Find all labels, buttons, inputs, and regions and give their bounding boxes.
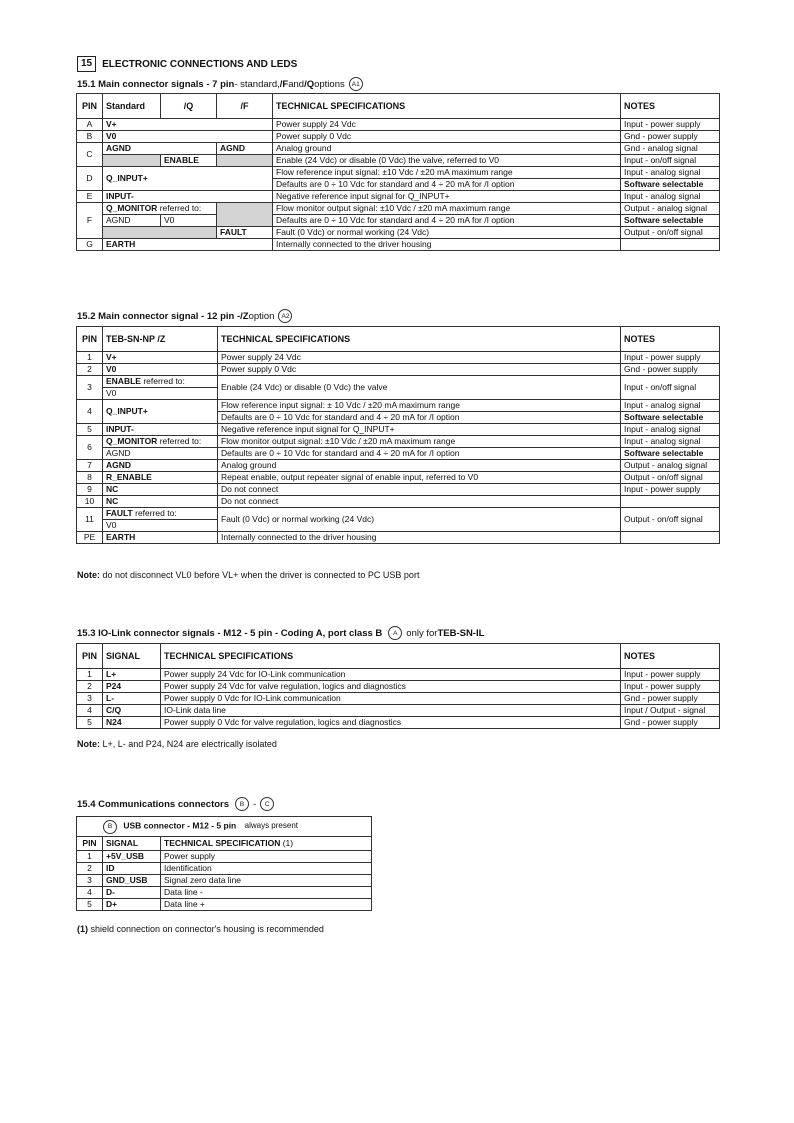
table-row (77, 717, 720, 729)
tech-cell: Signal zero data line (161, 875, 372, 887)
note-cell: Gnd - power supply (621, 131, 720, 143)
table-row (77, 460, 720, 472)
header-pin: PIN (77, 837, 103, 851)
signal-name: ENABLE (106, 376, 141, 386)
table-row (77, 352, 720, 364)
table-12pin-body (77, 352, 720, 544)
note-cell (621, 532, 720, 544)
note-text: L+, L- and P24, N24 are electrically isolated (100, 739, 277, 749)
tech-cell: Internally connected to the driver housing (218, 532, 621, 544)
note-cell: Output - analog signal (621, 460, 720, 472)
note-label: Note: (77, 570, 100, 580)
pin-cell: F (77, 203, 103, 239)
header-pin: PIN (77, 94, 103, 119)
note-cell: Input - analog signal (621, 191, 720, 203)
signal-cell: L+ (103, 669, 161, 681)
subsection-15-4-title (77, 797, 278, 811)
signal-cell: V0 (103, 131, 273, 143)
note-cell: Gnd - power supply (621, 717, 720, 729)
note-cell: Output - on/off signal (621, 472, 720, 484)
table-row (77, 227, 720, 239)
empty-cell (217, 203, 273, 227)
pin-cell: 5 (77, 899, 103, 911)
header-pin: PIN (77, 327, 103, 352)
footnote-text: shield connection on connector's housing is recommended (88, 924, 324, 934)
table-row (77, 436, 720, 448)
table-row (77, 448, 720, 460)
note-cell: Software selectable (621, 448, 720, 460)
subtitle-bold: 15.2 Main connector signal - 12 pin - (77, 310, 241, 322)
signal-cell: P24 (103, 681, 161, 693)
tech-cell: Repeat enable, output repeater signal of enable input, referred to V0 (218, 472, 621, 484)
note-cell: Input - power supply (621, 352, 720, 364)
pin-cell: 5 (77, 424, 103, 436)
signal-sub-cell: V0 (161, 215, 217, 227)
tech-cell: Defaults are 0 ÷ 10 Vdc for standard and 4 ÷ 20 mA for /I option (273, 179, 621, 191)
signal-cell: L- (103, 693, 161, 705)
tech-cell: Negative reference input signal for Q_INPUT+ (218, 424, 621, 436)
pin-cell: 3 (77, 875, 103, 887)
note-cell: Software selectable (621, 179, 720, 191)
subtitle-options: options (314, 78, 345, 90)
footnote-15-4 (77, 924, 324, 934)
tech-cell: Do not connect (218, 484, 621, 496)
note-cell: Output - on/off signal (621, 227, 720, 239)
table-row (77, 532, 720, 544)
tech-cell: Negative reference input signal for Q_INPUT+ (273, 191, 621, 203)
signal-sub-cell: V0 (103, 388, 218, 400)
pin-cell: C (77, 143, 103, 167)
tech-cell: Power supply 24 Vdc for IO-Link communication (161, 669, 621, 681)
tech-cell: Power supply (161, 851, 372, 863)
table-row (77, 472, 720, 484)
signal-name: Q_MONITOR (106, 436, 158, 446)
table-row (77, 508, 720, 520)
pin-cell: 2 (77, 364, 103, 376)
header-tech-text: TECHNICAL SPECIFICATION (164, 838, 281, 848)
table-7pin (76, 93, 720, 251)
subtitle-bold: 15.3 IO-Link connector signals - M12 - 5 pin - Coding A, port class B (77, 627, 383, 639)
signal-cell: EARTH (103, 239, 273, 251)
option-f: /F (279, 78, 289, 90)
note-cell: Input / Output - signal (621, 705, 720, 717)
section-heading (77, 56, 297, 72)
header-f: /F (217, 94, 273, 119)
table-usb (76, 816, 372, 911)
usb-badge: B (103, 820, 117, 834)
signal-cell (103, 203, 217, 215)
tech-cell: Power supply 24 Vdc for valve regulation, logics and diagnostics (161, 681, 621, 693)
table-row (77, 875, 372, 887)
signal-sub-cell: AGND (103, 448, 218, 460)
table-row (77, 484, 720, 496)
table-row (77, 887, 372, 899)
table-row (77, 131, 720, 143)
pin-cell: 4 (77, 705, 103, 717)
signal-cell (103, 376, 218, 388)
note-text: do not disconnect VL0 before VL+ when the driver is connected to PC USB port (100, 570, 420, 580)
signal-cell: V+ (103, 352, 218, 364)
note-cell: Input - analog signal (621, 400, 720, 412)
header-tech: TECHNICAL SPECIFICATIONS (218, 327, 621, 352)
subtitle-bold: 15.4 Communications connectors (77, 798, 230, 810)
tech-cell: Flow reference input signal: ± 10 Vdc / ±20 mA maximum range (218, 400, 621, 412)
option-badge-a1: A1 (349, 77, 363, 91)
note-cell: Input - power supply (621, 119, 720, 131)
signal-sub-cell: AGND (103, 215, 161, 227)
table-row (77, 239, 720, 251)
table-row (77, 203, 720, 215)
signal-cell: AGND (103, 143, 217, 155)
signal-cell: R_ENABLE (103, 472, 218, 484)
signal-cell: NC (103, 496, 218, 508)
note-cell: Input - analog signal (621, 424, 720, 436)
table-row (77, 400, 720, 412)
usb-always: always present (244, 821, 298, 830)
header-signal: SIGNAL (103, 837, 161, 851)
signal-cell: GND_USB (103, 875, 161, 887)
tech-cell: Enable (24 Vdc) or disable (0 Vdc) the valve, referred to V0 (273, 155, 621, 167)
signal-cell: Q_INPUT+ (103, 400, 218, 424)
header-tech: TECHNICAL SPECIFICATIONS (161, 644, 621, 669)
pin-cell: B (77, 131, 103, 143)
signal-ref: referred to: (140, 376, 185, 386)
signal-f-cell: FAULT (217, 227, 273, 239)
table-12pin (76, 326, 720, 544)
signal-name: FAULT (106, 508, 133, 518)
pin-cell: 4 (77, 400, 103, 424)
subsection-15-3-title (77, 626, 484, 640)
table-iolink (76, 643, 720, 729)
table-row (77, 215, 720, 227)
signal-cell: INPUT- (103, 191, 273, 203)
tech-cell: Analog ground (273, 143, 621, 155)
subtitle-only-for: only for (406, 627, 438, 639)
pin-cell: G (77, 239, 103, 251)
note-cell: Input - power supply (621, 669, 720, 681)
note-cell: Input - power supply (621, 681, 720, 693)
note-cell: Output - on/off signal (621, 508, 720, 532)
table-row (77, 119, 720, 131)
note-cell: Software selectable (621, 412, 720, 424)
table-row (77, 705, 720, 717)
signal-cell: D+ (103, 899, 161, 911)
pin-cell: 2 (77, 681, 103, 693)
tech-cell: Defaults are 0 ÷ 10 Vdc for standard and 4 ÷ 20 mA for /I option (218, 448, 621, 460)
empty-cell (217, 155, 273, 167)
signal-ref: referred to: (132, 508, 177, 518)
tech-cell: Power supply 0 Vdc for IO-Link communication (161, 693, 621, 705)
table-row (77, 376, 720, 388)
table-row (77, 496, 720, 508)
note-cell (621, 239, 720, 251)
tech-cell: IO-Link data line (161, 705, 621, 717)
note-cell: Software selectable (621, 215, 720, 227)
pin-cell: 8 (77, 472, 103, 484)
pin-cell: 3 (77, 376, 103, 400)
option-badge-a: A (388, 626, 402, 640)
subsection-15-1-title (77, 77, 367, 91)
header-signal: SIGNAL (103, 644, 161, 669)
tech-cell: Fault (0 Vdc) or normal working (24 Vdc) (273, 227, 621, 239)
note-15-2 (77, 570, 419, 580)
header-notes: NOTES (621, 327, 720, 352)
subsection-15-2-title (77, 309, 296, 323)
tech-cell: Flow reference input signal: ±10 Vdc / ±20 mA maximum range (273, 167, 621, 179)
tech-cell: Data line + (161, 899, 372, 911)
pin-cell: 2 (77, 863, 103, 875)
header-q: /Q (161, 94, 217, 119)
signal-cell: Q_INPUT+ (103, 167, 273, 191)
signal-f-cell: AGND (217, 143, 273, 155)
signal-cell: INPUT- (103, 424, 218, 436)
header-notes: NOTES (621, 644, 720, 669)
tech-cell: Internally connected to the driver housing (273, 239, 621, 251)
pin-cell: A (77, 119, 103, 131)
header-signal: TEB-SN-NP /Z (103, 327, 218, 352)
section-number: 15 (77, 56, 96, 72)
pin-cell: D (77, 167, 103, 191)
table-row (77, 143, 720, 155)
note-cell: Gnd - analog signal (621, 143, 720, 155)
signal-cell: ID (103, 863, 161, 875)
option-badge-a2: A2 (278, 309, 292, 323)
signal-cell: N24 (103, 717, 161, 729)
signal-cell: AGND (103, 460, 218, 472)
tech-cell: Power supply 24 Vdc (218, 352, 621, 364)
subtitle-and: and (288, 78, 305, 90)
pin-cell: 3 (77, 693, 103, 705)
table-row (77, 191, 720, 203)
note-cell: Input - on/off signal (621, 155, 720, 167)
pin-cell: 9 (77, 484, 103, 496)
header-tech: TECHNICAL SPECIFICATIONS (273, 94, 621, 119)
tech-cell: Do not connect (218, 496, 621, 508)
header-pin: PIN (77, 644, 103, 669)
subtitle-dash: - (253, 798, 257, 810)
subtitle-bold: 15.1 Main connector signals - 7 pin (77, 78, 235, 90)
tech-cell: Enable (24 Vdc) or disable (0 Vdc) the valve (218, 376, 621, 400)
subtitle-text: - standard, (234, 78, 280, 90)
tech-cell: Power supply 0 Vdc (273, 131, 621, 143)
option-q: /Q (304, 78, 315, 90)
subtitle-option: option (248, 310, 275, 322)
note-cell: Gnd - power supply (621, 364, 720, 376)
table-row (77, 899, 372, 911)
table-row (77, 669, 720, 681)
usb-title: USB connector - M12 - 5 pin (123, 820, 237, 830)
pin-cell: 1 (77, 352, 103, 364)
note-cell: Input - analog signal (621, 167, 720, 179)
option-badge-b: B (235, 797, 249, 811)
table-usb-body (77, 851, 372, 911)
signal-cell: V0 (103, 364, 218, 376)
header-notes: NOTES (621, 94, 720, 119)
signal-cell: V+ (103, 119, 273, 131)
tech-cell: Power supply 0 Vdc for valve regulation, logics and diagnostics (161, 717, 621, 729)
empty-cell (103, 227, 217, 239)
signal-ref: referred to: (157, 203, 202, 213)
option-z: /Z (240, 310, 249, 322)
tech-cell: Data line - (161, 887, 372, 899)
header-tech (161, 837, 372, 851)
signal-cell (103, 436, 218, 448)
note-cell: Output - analog signal (621, 203, 720, 215)
usb-title-cell (77, 817, 372, 837)
signal-cell: NC (103, 484, 218, 496)
note-cell: Input - power supply (621, 484, 720, 496)
table-row (77, 167, 720, 179)
tech-cell: Analog ground (218, 460, 621, 472)
note-cell (621, 496, 720, 508)
tech-cell: Flow monitor output signal: ±10 Vdc / ±20 mA maximum range (218, 436, 621, 448)
pin-cell: 10 (77, 496, 103, 508)
signal-ref: referred to: (157, 436, 202, 446)
tech-cell: Power supply 24 Vdc (273, 119, 621, 131)
section-title: ELECTRONIC CONNECTIONS AND LEDS (102, 58, 298, 70)
table-row (77, 424, 720, 436)
table-row (77, 693, 720, 705)
pin-cell: 4 (77, 887, 103, 899)
option-badge-c: C (260, 797, 274, 811)
pin-cell: E (77, 191, 103, 203)
tech-cell: Power supply 0 Vdc (218, 364, 621, 376)
header-standard: Standard (103, 94, 161, 119)
signal-cell: +5V_USB (103, 851, 161, 863)
tech-cell: Defaults are 0 ÷ 10 Vdc for standard and 4 ÷ 20 mA for /I option (273, 215, 621, 227)
note-cell: Input - on/off signal (621, 376, 720, 400)
tech-cell: Fault (0 Vdc) or normal working (24 Vdc) (218, 508, 621, 532)
note-cell: Gnd - power supply (621, 693, 720, 705)
note-label: Note: (77, 739, 100, 749)
header-tech-footnote: (1) (280, 838, 294, 848)
footnote-label: (1) (77, 924, 88, 934)
pin-cell: 5 (77, 717, 103, 729)
empty-cell (103, 155, 161, 167)
pin-cell: 6 (77, 436, 103, 460)
signal-name: Q_MONITOR (106, 203, 158, 213)
note-15-3 (77, 739, 277, 749)
pin-cell: 11 (77, 508, 103, 532)
tech-cell: Flow monitor output signal: ±10 Vdc / ±20 mA maximum range (273, 203, 621, 215)
table-row (77, 364, 720, 376)
table-iolink-body (77, 669, 720, 729)
tech-cell: Defaults are 0 ÷ 10 Vdc for standard and 4 ÷ 20 mA for /I option (218, 412, 621, 424)
signal-cell: D- (103, 887, 161, 899)
pin-cell: PE (77, 532, 103, 544)
signal-cell (103, 508, 218, 520)
pin-cell: 1 (77, 851, 103, 863)
table-row (77, 851, 372, 863)
signal-cell: EARTH (103, 532, 218, 544)
model-name: TEB-SN-IL (437, 627, 485, 639)
pin-cell: 7 (77, 460, 103, 472)
signal-q-cell: ENABLE (161, 155, 217, 167)
tech-cell: Identification (161, 863, 372, 875)
table-row (77, 155, 720, 167)
table-row (77, 863, 372, 875)
note-cell: Input - analog signal (621, 436, 720, 448)
table-row (77, 681, 720, 693)
pin-cell: 1 (77, 669, 103, 681)
signal-cell: C/Q (103, 705, 161, 717)
signal-sub-cell: V0 (103, 520, 218, 532)
